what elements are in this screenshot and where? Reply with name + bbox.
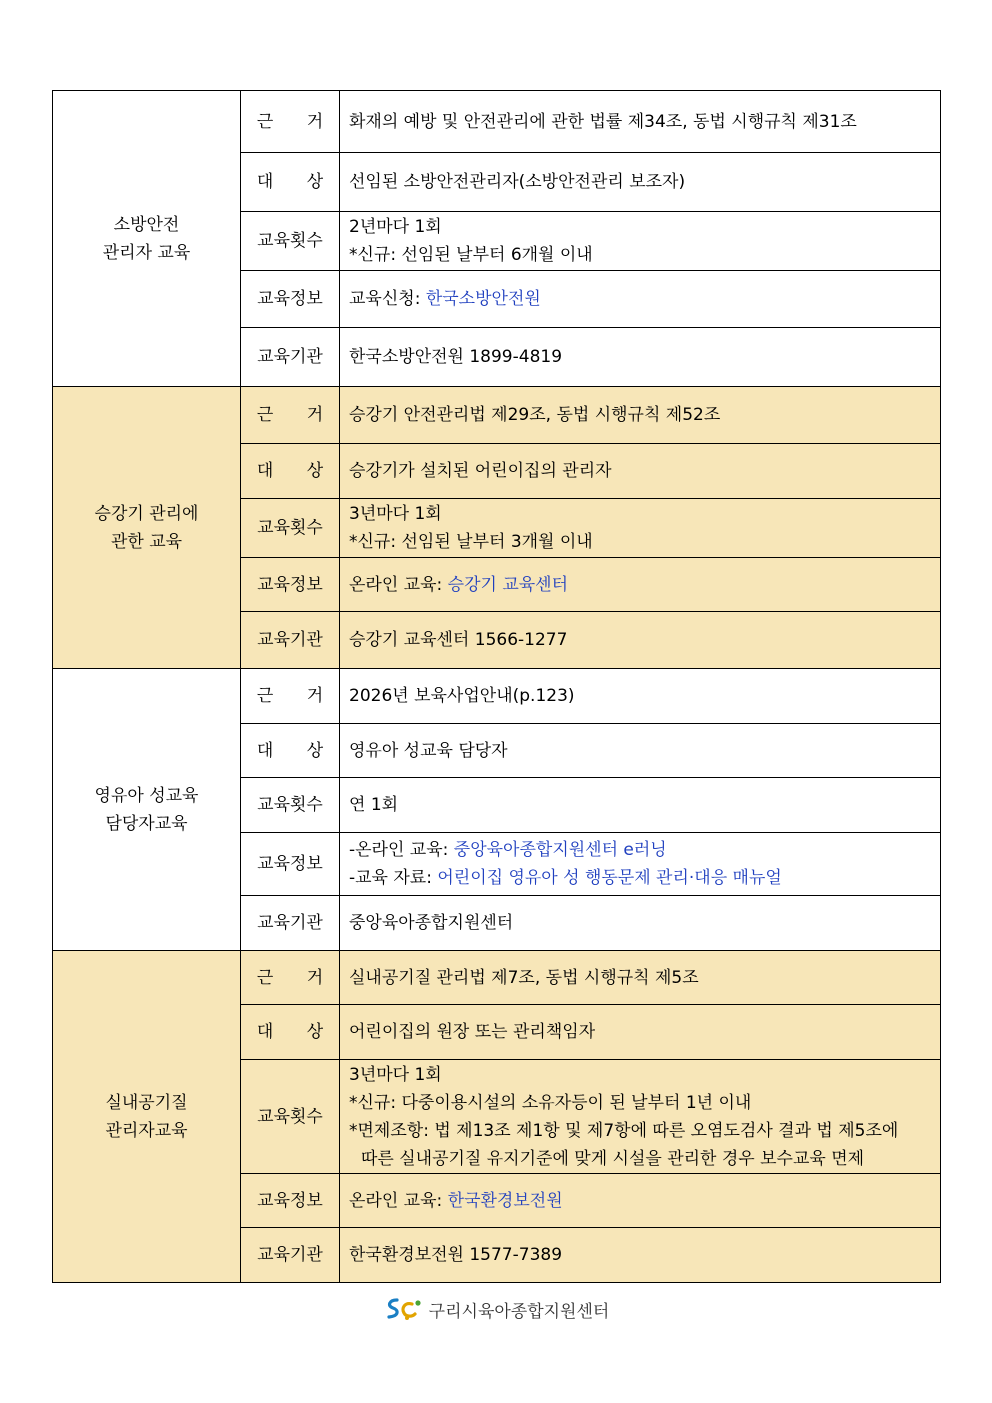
value-line: 중앙육아종합지원센터 <box>349 913 514 933</box>
category-label: 승강기 관리에 <box>94 503 199 524</box>
field-value <box>340 612 941 669</box>
field-value <box>340 1228 941 1283</box>
value-prefix: -교육 자료: <box>349 868 438 888</box>
value-line: 승강기 안전관리법 제29조, 동법 시행규칙 제52조 <box>349 405 721 425</box>
table-row <box>53 387 941 444</box>
value-prefix: 온라인 교육: <box>349 574 448 595</box>
value-line: 따른 실내공기질 유지기준에 맞게 시설을 관리한 경우 보수교육 면제 <box>361 1148 865 1169</box>
field-value <box>340 833 941 896</box>
field-value <box>340 499 941 558</box>
field-value <box>340 1174 941 1228</box>
value-line: 승강기 교육센터 1566-1277 <box>349 630 568 650</box>
field-value <box>340 558 941 612</box>
value-line: 실내공기질 관리법 제7조, 동법 시행규칙 제5조 <box>349 967 699 988</box>
field-label: 교육횟수 <box>241 778 340 833</box>
education-link[interactable]: 한국소방안전원 <box>425 289 541 309</box>
value-line <box>349 571 934 599</box>
value-line: 2년마다 1회 <box>349 217 442 237</box>
field-label: 대 상 <box>241 153 340 212</box>
value-line: 한국소방안전원 1899-4819 <box>349 347 563 367</box>
education-table <box>52 90 941 1283</box>
value-prefix: -온라인 교육: <box>349 840 454 860</box>
table-row <box>53 669 941 724</box>
value-line: 영유아 성교육 담당자 <box>349 740 508 761</box>
value-line: 3년마다 1회 <box>349 504 442 524</box>
field-label: 교육횟수 <box>241 212 340 271</box>
field-value <box>340 153 941 212</box>
category-label: 영유아 성교육 <box>94 785 199 806</box>
field-label: 교육정보 <box>241 558 340 612</box>
field-label: 근 거 <box>241 387 340 444</box>
field-value <box>340 91 941 153</box>
education-link[interactable]: 승강기 교육센터 <box>447 574 569 595</box>
value-line <box>349 285 934 313</box>
field-value <box>340 1060 941 1174</box>
field-value <box>340 387 941 444</box>
field-label: 근 거 <box>241 669 340 724</box>
field-label: 교육기관 <box>241 896 340 951</box>
field-value <box>340 271 941 328</box>
value-line <box>349 1187 934 1215</box>
value-line: 3년마다 1회 <box>349 1064 442 1085</box>
field-value <box>340 724 941 778</box>
table-row <box>53 91 941 153</box>
value-line: 선임된 소방안전관리자(소방안전관리 보조자) <box>349 172 686 192</box>
value-prefix: 온라인 교육: <box>349 1190 448 1211</box>
value-line: *면제조항: 법 제13조 제1항 및 제7항에 따른 오염도검사 결과 법 제5조에 <box>349 1120 899 1141</box>
value-line <box>349 864 934 892</box>
field-label: 교육횟수 <box>241 1060 340 1174</box>
education-link[interactable]: 어린이집 영유아 성 행동문제 관리·대응 매뉴얼 <box>437 868 782 888</box>
value-line: 2026년 보육사업안내(p.123) <box>349 686 575 706</box>
footer <box>0 1296 992 1326</box>
value-line: *신규: 다중이용시설의 소유자등이 된 날부터 1년 이내 <box>349 1092 752 1113</box>
field-label: 교육횟수 <box>241 499 340 558</box>
value-line: 어린이집의 원장 또는 관리책임자 <box>349 1022 596 1042</box>
value-line: *신규: 선임된 날부터 3개월 이내 <box>349 532 593 552</box>
value-prefix: 교육신청: <box>349 289 426 309</box>
field-label: 교육정보 <box>241 271 340 328</box>
field-label: 대 상 <box>241 444 340 499</box>
value-line: 승강기가 설치된 어린이집의 관리자 <box>349 461 612 481</box>
field-value <box>340 212 941 271</box>
field-label: 교육기관 <box>241 328 340 387</box>
field-label: 근 거 <box>241 951 340 1005</box>
category-cell <box>53 951 241 1283</box>
field-value <box>340 669 941 724</box>
field-value <box>340 444 941 499</box>
field-value <box>340 328 941 387</box>
field-value <box>340 896 941 951</box>
category-cell <box>53 91 241 387</box>
category-label: 담당자교육 <box>105 813 188 834</box>
field-label: 교육정보 <box>241 1174 340 1228</box>
education-link[interactable]: 중앙육아종합지원센터 e러닝 <box>453 840 667 860</box>
field-label: 교육기관 <box>241 612 340 669</box>
value-line: 화재의 예방 및 안전관리에 관한 법률 제34조, 동법 시행규칙 제31조 <box>349 111 857 132</box>
category-label: 관리자교육 <box>105 1120 188 1141</box>
value-line: 연 1회 <box>349 795 399 815</box>
field-value <box>340 951 941 1005</box>
field-label: 대 상 <box>241 1005 340 1060</box>
field-value <box>340 1005 941 1060</box>
footer-org-name: 구리시육아종합지원센터 <box>428 1301 610 1322</box>
center-logo-icon <box>383 1296 423 1322</box>
table-row <box>53 951 941 1005</box>
value-line: *신규: 선임된 날부터 6개월 이내 <box>349 245 593 265</box>
value-line: 한국환경보전원 1577-7389 <box>349 1245 563 1265</box>
field-label: 교육기관 <box>241 1228 340 1283</box>
category-label: 실내공기질 <box>105 1092 188 1113</box>
field-value <box>340 778 941 833</box>
value-line <box>349 836 934 864</box>
field-label: 대 상 <box>241 724 340 778</box>
field-label: 교육정보 <box>241 833 340 896</box>
category-label: 소방안전 <box>113 214 180 235</box>
category-label: 관한 교육 <box>110 531 183 552</box>
category-cell <box>53 669 241 951</box>
category-label: 관리자 교육 <box>102 242 191 263</box>
education-link[interactable]: 한국환경보전원 <box>447 1190 563 1211</box>
field-label: 근 거 <box>241 91 340 153</box>
category-cell <box>53 387 241 669</box>
